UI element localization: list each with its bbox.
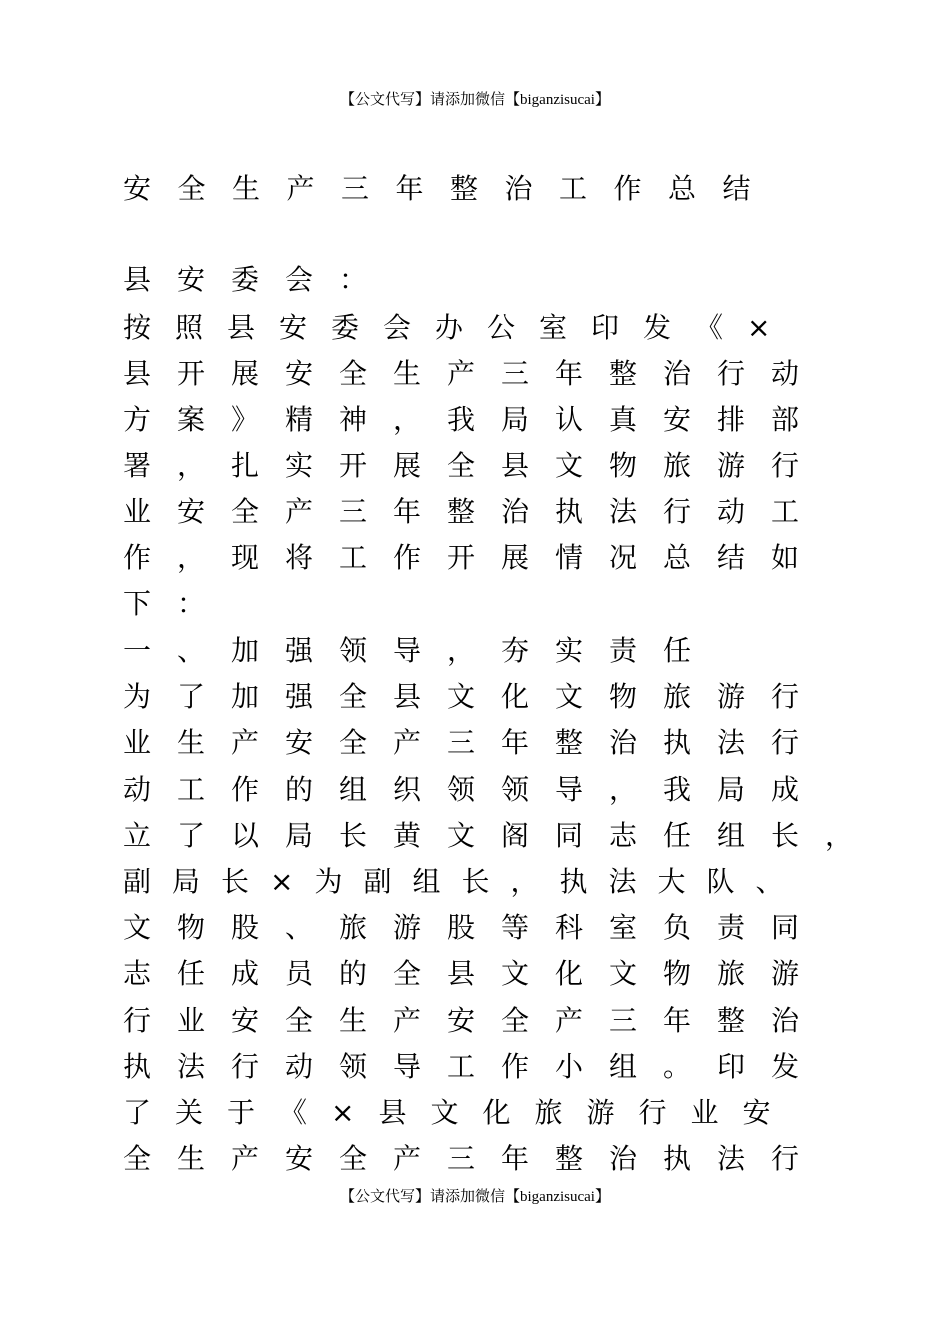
section-heading: 一、加强领导，夯实责任 [123, 634, 718, 667]
body-line: 全生产安全产三年整治执法行 [123, 1142, 826, 1175]
body-line: 副局长×为副组长，执法大队、 [123, 865, 805, 898]
body-line: 文物股、旅游股等科室负责同 [123, 911, 826, 944]
footer-watermark-note: 【公文代写】请添加微信【biganzisucai】 [340, 1189, 610, 1205]
body-line: 动工作的组织领领导，我局成 [123, 773, 826, 806]
document-title: 安全生产三年整治工作总结 [123, 172, 778, 205]
body-line: 作，现将工作开展情况总结如 [123, 541, 826, 574]
body-line: 立了以局长黄文阁同志任组长， [123, 819, 880, 852]
body-line: 业安全产三年整治执法行动工 [123, 495, 826, 528]
body-line: 行业安全生产安全产三年整治 [123, 1004, 826, 1037]
body-line: 执法行动领导工作小组。印发 [123, 1050, 826, 1083]
body-line: 方案》精神，我局认真安排部 [123, 403, 826, 436]
body-line: 为了加强全县文化文物旅游行 [123, 680, 826, 713]
header-watermark-note: 【公文代写】请添加微信【biganzisucai】 [340, 92, 610, 108]
body-line-addressee: 县安委会： [123, 263, 394, 296]
body-line: 业生产安全产三年整治执法行 [123, 726, 826, 759]
body-line: 县开展安全生产三年整治行动 [123, 357, 826, 390]
body-line: 署，扎实开展全县文物旅游行 [123, 449, 826, 482]
body-line: 下： [123, 587, 232, 620]
body-line: 了关于《×县文化旅游行业安 [123, 1096, 795, 1129]
body-line: 按照县安委会办公室印发《× [123, 311, 795, 344]
body-line: 志任成员的全县文化文物旅游 [123, 957, 826, 990]
